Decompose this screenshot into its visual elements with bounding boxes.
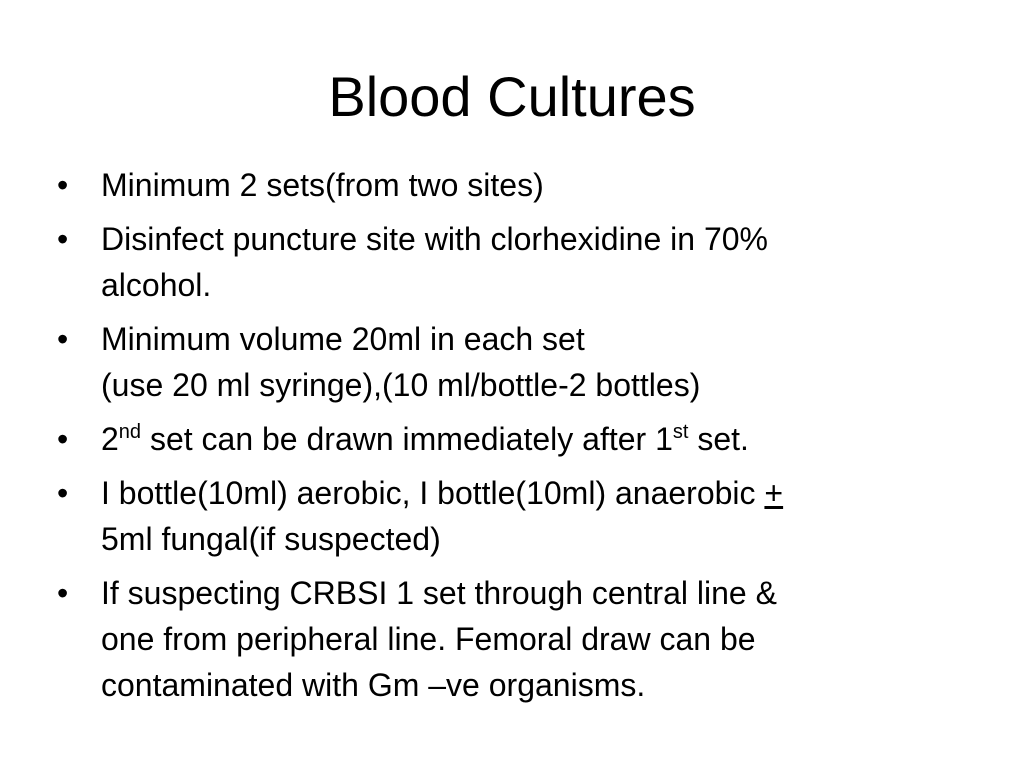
bullet-text-segment: set. xyxy=(688,421,749,457)
plus-minus-symbol: + xyxy=(764,475,784,511)
bullet-text-segment: I bottle(10ml) aerobic, I bottle(10ml) anaerobic xyxy=(101,475,765,511)
bullet-text xyxy=(101,416,967,462)
bullet-item xyxy=(57,570,967,708)
bullet-dot-icon: • xyxy=(57,421,69,457)
bullet-item xyxy=(57,316,967,408)
bullet-text: Disinfect puncture site with clorhexidine in 70% xyxy=(101,221,768,257)
bullet-text-segment: set can be drawn immediately after 1 xyxy=(141,421,673,457)
bullet-text xyxy=(101,470,967,516)
bullet-text: one from peripheral line. Femoral draw can be xyxy=(101,621,756,657)
ordinal-suffix: nd xyxy=(118,421,142,443)
bullet-dot-icon: • xyxy=(57,575,69,611)
bullet-dot-icon: • xyxy=(57,475,69,511)
bullet-item xyxy=(57,162,967,208)
bullet-dot-icon: • xyxy=(57,167,69,203)
bullet-text: 5ml fungal(if suspected) xyxy=(101,521,441,557)
bullet-text: contaminated with Gm –ve organisms. xyxy=(101,667,646,703)
bullet-list xyxy=(57,162,967,708)
bullet-item xyxy=(57,416,967,462)
bullet-dot-icon: • xyxy=(57,321,69,357)
bullet-text: If suspecting CRBSI 1 set through central line & xyxy=(101,575,777,611)
bullet-item xyxy=(57,470,967,562)
bullet-text: Minimum 2 sets(from two sites) xyxy=(101,167,544,203)
bullet-dot-icon: • xyxy=(57,221,69,257)
ordinal-number: 2 xyxy=(101,421,119,457)
slide-title: Blood Cultures xyxy=(328,65,696,128)
bullet-item xyxy=(57,216,967,308)
bullet-text: alcohol. xyxy=(101,267,212,303)
bullet-text: (use 20 ml syringe),(10 ml/bottle-2 bottles) xyxy=(101,367,701,403)
bullet-text: Minimum volume 20ml in each set xyxy=(101,321,585,357)
ordinal-suffix: st xyxy=(672,421,689,443)
